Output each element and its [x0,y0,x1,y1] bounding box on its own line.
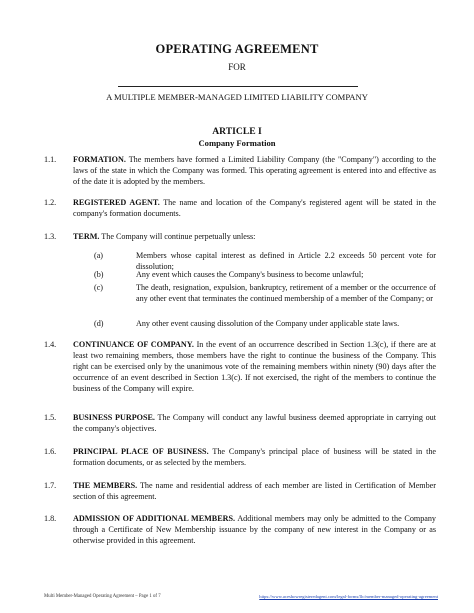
section-number: 1.7. [44,481,57,490]
section-number: 1.6. [44,447,57,456]
document-title: OPERATING AGREEMENT [155,42,319,56]
section-number: 1.3. [44,232,57,241]
section-heading: PRINCIPAL PLACE OF BUSINESS. [73,447,209,456]
term-item-d [44,318,436,329]
term-item-letter: (b) [94,270,104,279]
section-1-4 [44,339,436,394]
footer-source-link[interactable]: https://www.aceshowregisteredagent.com/legal-forms/llc/member-managed-operating-agreement [259,594,438,599]
term-item-letter: (c) [94,283,104,292]
section-heading: FORMATION. [73,155,126,164]
section-heading: CONTINUANCE OF COMPANY. [73,340,194,349]
section-text: Additional members may only be admitted to the Company through a Certificate of New Membership issuance by the company of new interest in the Company or as otherwise provided in this agreement. [73,514,436,545]
term-item-c [44,282,436,304]
section-number: 1.8. [44,514,57,523]
section-heading: REGISTERED AGENT. [73,198,160,207]
term-item-text: Any other event causing dissolution of the Company under applicable state laws. [136,319,400,328]
section-1-5 [44,412,436,434]
section-1-8 [44,513,436,546]
term-item-b [44,269,436,280]
section-text: The Company will conduct any lawful business deemed appropriate in carrying out the company's objectives. [73,413,437,433]
section-number: 1.1. [44,155,57,164]
section-heading: ADMISSION OF ADDITIONAL MEMBERS. [73,514,236,523]
term-item-letter: (a) [94,251,104,260]
section-1-6 [44,446,436,468]
section-number: 1.5. [44,413,57,422]
document-for-label: FOR [228,62,246,72]
section-1-1 [44,154,436,187]
section-1-7 [44,480,436,502]
term-item-text: Members whose capital interest as defined in Article 2.2 exceeds 50 percent vote for dissolution; [136,251,436,271]
company-name-blank-line [118,86,358,87]
term-item-text: Any event which causes the Company's business to become unlawful; [136,270,364,279]
section-heading: BUSINESS PURPOSE. [73,413,155,422]
section-1-2 [44,197,436,219]
section-heading: TERM. [73,232,100,241]
section-heading: THE MEMBERS. [73,481,138,490]
article-subtitle: Company Formation [198,138,276,148]
footer-page-label: Multi Member-Managed Operating Agreement – Page 1 of 7 [44,594,161,599]
article-title: ARTICLE I [212,126,262,137]
section-number: 1.2. [44,198,57,207]
section-text: The Company will continue perpetually unless: [99,232,256,241]
section-1-3 [44,231,436,242]
term-item-letter: (d) [94,319,104,328]
document-subtitle: A MULTIPLE MEMBER-MANAGED LIMITED LIABILITY COMPANY [106,92,368,102]
term-item-text: The death, resignation, expulsion, bankruptcy, retirement of a member or the occurrence of any other event that terminates the continued membership of a member of the Company; or [136,283,436,303]
section-text: The members have formed a Limited Liability Company (the "Company") according to the laws of the state in which the Company was formed. This operating agreement is entered into and effective as of the date it is adopted by the members. [73,155,436,186]
section-number: 1.4. [44,340,57,349]
section-text: The name and location of the Company's registered agent will be stated in the company's formation documents. [73,198,436,218]
section-text: The name and residential address of each member are listed in Certification of Member section of this agreement. [73,481,436,501]
section-text: In the event of an occurrence described in Section 1.3(c), if there are at least two remaining members, those members have the right to continue the business of the Company. This right can be exercised only by the unanimous vote of the remaining members within ninety (90) days after the occurrence of an event described in Section 1.3(c). If not exercised, the right of the members to continue the business of the Company will expire. [73,340,436,393]
section-text: The Company's principal place of business will be stated in the formation documents, or as selected by the members. [73,447,436,467]
